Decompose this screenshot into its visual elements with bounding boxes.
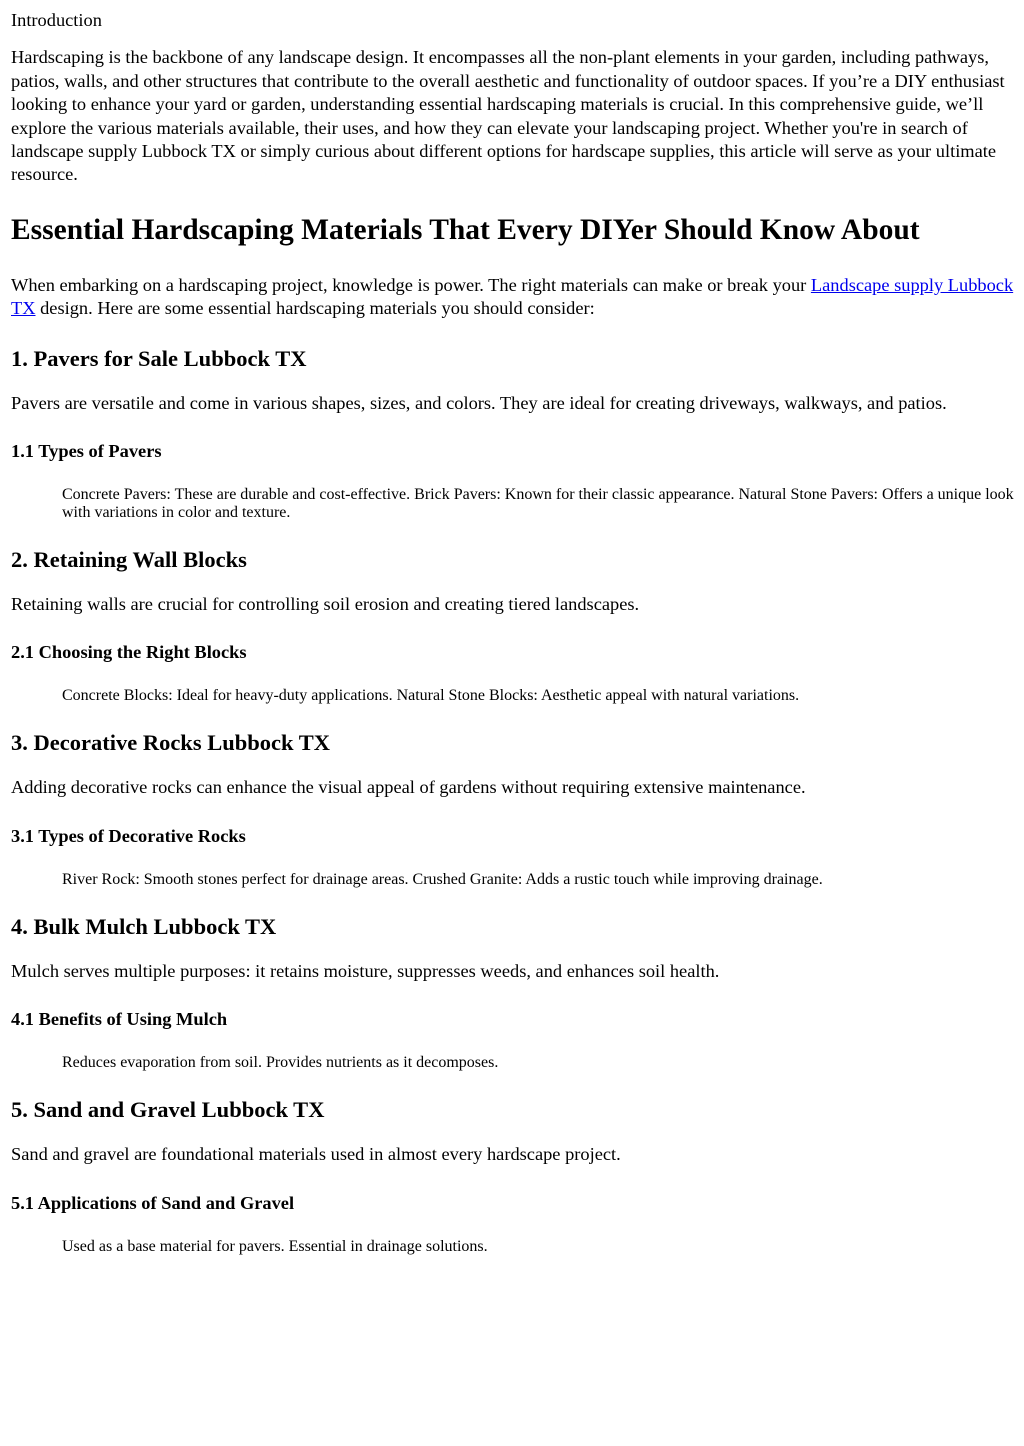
section-heading: 4. Bulk Mulch Lubbock TX (11, 913, 277, 939)
section-subheading: 4.1 Benefits of Using Mulch (11, 1009, 228, 1030)
section-body: Adding decorative rocks can enhance the visual appeal of gardens without requiring extensive maintenance. (11, 777, 806, 798)
section-subheading: 2.1 Choosing the Right Blocks (11, 642, 247, 663)
section-body: Retaining walls are crucial for controlling soil erosion and creating tiered landscapes. (11, 594, 640, 615)
section-subheading: 5.1 Applications of Sand and Gravel (11, 1192, 295, 1213)
section-body: Pavers are versatile and come in various shapes, sizes, and colors. They are ideal for creating driveways, walkways, and patios. (11, 392, 947, 413)
intro-paragraph: Hardscaping is the backbone of any landscape design. It encompasses all the non-plant elements in your garden, including pathways, patios, walls, and other structures that contribute to the overall aesthetic and functionality of outdoor spaces. If you’re a DIY enthusiast looking to enhance your yard or garden, understanding essential hardscaping materials is crucial. In this comprehensive guide, we’ll explore the various materials available, their uses, and how they can elevate your landscaping project. Whether you're in search of landscape supply Lubbock TX or simply curious about different options for hardscape supplies, this article will serve as your ultimate resource. (11, 47, 1005, 185)
section-heading: 5. Sand and Gravel Lubbock TX (11, 1097, 325, 1123)
section-body: Sand and gravel are foundational materials used in almost every hardscape project. (11, 1144, 621, 1165)
section-quote: Reduces evaporation from soil. Provides nutrients as it decomposes. (62, 1054, 499, 1072)
section-quote: Used as a base material for pavers. Essential in drainage solutions. (62, 1237, 488, 1255)
section-quote: River Rock: Smooth stones perfect for drainage areas. Crushed Granite: Adds a rustic touch while improving drainage. (62, 870, 823, 888)
section-decorative-rocks (11, 729, 1016, 888)
section-bulk-mulch (11, 913, 1016, 1072)
section-heading: 2. Retaining Wall Blocks (11, 547, 247, 573)
section-pavers (11, 345, 1016, 522)
lead-text-after: design. Here are some essential hardscaping materials you should consider: (35, 298, 595, 319)
section-quote: Concrete Blocks: Ideal for heavy-duty applications. Natural Stone Blocks: Aesthetic appeal with natural variations. (62, 687, 800, 705)
intro-label: Introduction (11, 10, 102, 30)
section-heading: 1. Pavers for Sale Lubbock TX (11, 345, 307, 371)
landscape-supply-link[interactable]: Landscape supply Lubbock TX (11, 274, 1014, 319)
lead-text-before: When embarking on a hardscaping project, knowledge is power. The right materials can make or break your (11, 274, 811, 295)
section-subheading: 1.1 Types of Pavers (11, 441, 162, 462)
section-sand-and-gravel (11, 1096, 1016, 1255)
section-heading: 3. Decorative Rocks Lubbock TX (11, 730, 330, 756)
section-body: Mulch serves multiple purposes: it retains moisture, suppresses weeds, and enhances soil health. (11, 960, 720, 981)
lead-paragraph (11, 274, 1016, 321)
section-retaining-wall-blocks (11, 546, 1016, 705)
section-subheading: 3.1 Types of Decorative Rocks (11, 825, 246, 846)
article-title: Essential Hardscaping Materials That Every DIYer Should Know About (11, 213, 920, 246)
section-quote: Concrete Pavers: These are durable and cost-effective. Brick Pavers: Known for their classic appearance. Natural Stone Pavers: Offers a unique look with variations in color and texture. (62, 486, 1014, 522)
